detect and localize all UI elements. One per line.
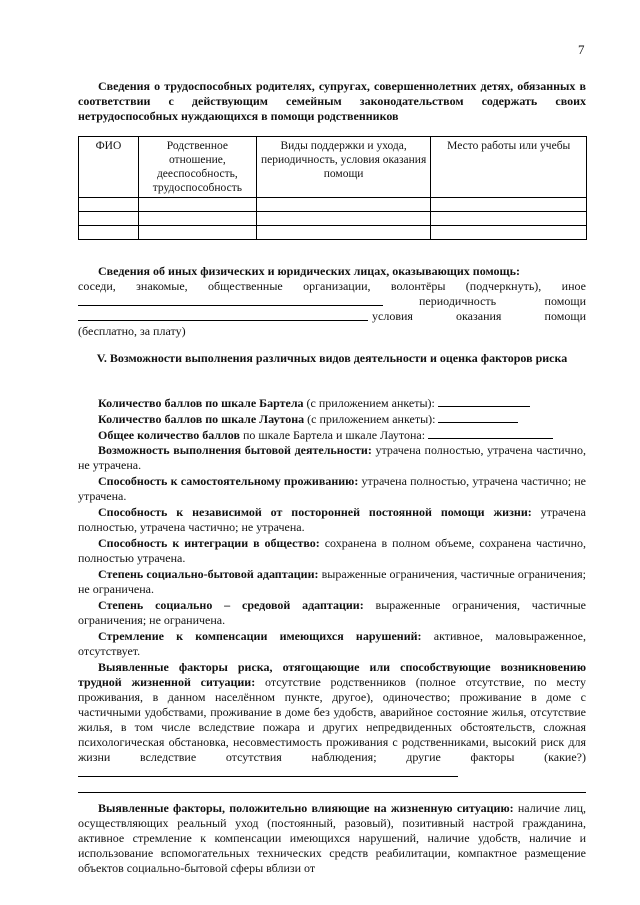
total-note: по шкале Бартела и шкале Лаутона:	[242, 428, 426, 442]
barthel-line	[78, 395, 586, 411]
table-row	[79, 212, 587, 226]
assessment-item	[78, 629, 586, 659]
assessment-label: Способность к независимой от посторонней постоянной помощи жизни:	[98, 505, 532, 519]
assessment-item	[78, 474, 586, 504]
assessment-label: Степень социально – средовой адаптации:	[98, 598, 364, 612]
lawton-label: Количество баллов по шкале Лаутона	[98, 412, 305, 426]
barthel-label: Количество баллов по шкале Бартела	[98, 396, 304, 410]
conditions-line	[78, 309, 586, 324]
assessment-label: Степень социально-бытовой адаптации:	[98, 567, 319, 581]
lawton-line	[78, 411, 586, 427]
table-cell[interactable]	[256, 226, 431, 240]
risk-factors	[78, 660, 586, 781]
other-factors-input[interactable]	[78, 765, 458, 777]
other-factors-line[interactable]	[78, 782, 586, 793]
table-cell[interactable]	[138, 212, 256, 226]
scores-block	[78, 395, 586, 877]
table-row	[79, 226, 587, 240]
other-helpers-types: соседи, знакомые, общественные организации, волонтёры (подчеркнуть), иное	[78, 279, 586, 293]
column-header-relation: Родственное отношение, дееспособность, трудоспособность	[138, 137, 256, 198]
table-cell[interactable]	[138, 198, 256, 212]
assessment-options[interactable]: выраженные ограничения, частичные ограничения; не ограничена.	[78, 567, 586, 596]
table-cell[interactable]	[138, 226, 256, 240]
assessment-label: Возможность выполнения бытовой деятельности:	[98, 443, 372, 457]
table-cell[interactable]	[256, 212, 431, 226]
assessment-options[interactable]: выраженные ограничения, частичные ограничения; не ограничена.	[78, 598, 587, 627]
positive-factors	[78, 801, 586, 876]
table-cell[interactable]	[256, 198, 431, 212]
assessment-label: Способность к интеграции в общество:	[98, 536, 320, 550]
column-header-support: Виды поддержки и ухода, периодичность, условия оказания помощи	[256, 137, 431, 198]
risk-factors-text[interactable]: отсутствие родственников (полное отсутствие, по месту проживания, в данном населённом пункте, другое), одиночество; проживание в доме с частичными удобствами, проживание в доме без удобств, аварийное состояние жилья, отсутствие жилья, в том числе вследствие пожара и других непредвиденных обстоятельств, сложная психологическая обстановка, несовместимость проживания с родственниками, высокий риск для жизни вследствие отсутствия наблюдения; другие факторы (какие?)	[78, 675, 586, 764]
table-cell[interactable]	[79, 212, 139, 226]
lawton-note: (с приложением анкеты):	[307, 412, 436, 426]
barthel-note: (с приложением анкеты):	[306, 396, 435, 410]
assessment-options[interactable]: утрачена полностью, утрачена частично, не утрачена.	[78, 443, 586, 472]
page-number: 7	[578, 42, 585, 57]
relatives-table-header	[79, 137, 587, 198]
total-score-input[interactable]	[428, 427, 553, 439]
periodicity-line	[78, 294, 586, 309]
barthel-score-input[interactable]	[438, 395, 530, 407]
other-helpers-title: Сведения об иных физических и юридических лицах, оказывающих помощь:	[98, 264, 520, 278]
assessment-item	[78, 598, 586, 628]
column-header-workplace: Место работы или учебы	[431, 137, 587, 198]
assessment-options[interactable]: активное, маловыраженное, отсутствует.	[78, 629, 586, 658]
column-header-fio: ФИО	[79, 137, 139, 198]
total-line	[78, 427, 586, 443]
assessment-item	[78, 567, 586, 597]
assessment-label: Стремление к компенсации имеющихся нарушений:	[98, 629, 422, 643]
table-cell[interactable]	[79, 198, 139, 212]
table-row	[79, 198, 587, 212]
total-label: Общее количество баллов	[98, 428, 240, 442]
assessment-options[interactable]: утрачена полностью, утрачена частично; не утрачена.	[78, 505, 586, 534]
relatives-table	[78, 136, 587, 240]
periodicity-label: периодичность помощи	[419, 294, 586, 308]
positive-factors-text[interactable]: наличие лиц, осуществляющих реальный уход (постоянный, разовый), позитивный настрой гражданина, активное стремление к компенсации имеющихся нарушений, наличие удобств, наличие и использование вспомогательных технических средств реабилитации, компактное размещение объектов социально-бытовой сферы вблизи от	[78, 801, 586, 875]
other-helpers-section	[78, 264, 586, 339]
assessment-options[interactable]: утрачена полностью, утрачена частично; не утрачена.	[78, 474, 586, 503]
risk-factors-label: Выявленные факторы риска, отягощающие или способствующие возникновению трудной жизненной ситуации:	[78, 660, 586, 689]
table-cell[interactable]	[431, 212, 587, 226]
assessment-item	[78, 443, 586, 473]
assessment-label: Способность к самостоятельному проживанию:	[98, 474, 359, 488]
assessment-item	[78, 505, 586, 535]
other-helpers-input[interactable]	[78, 294, 383, 306]
positive-factors-label: Выявленные факторы, положительно влияющие на жизненную ситуацию:	[98, 801, 514, 815]
assessment-options[interactable]: сохранена в полном объеме, сохранена частично, полностью утрачена.	[78, 536, 586, 565]
section-5-title: V. Возможности выполнения различных видов деятельности и оценка факторов риска	[96, 351, 568, 365]
lawton-score-input[interactable]	[438, 411, 518, 423]
table-cell[interactable]	[431, 226, 587, 240]
conditions-label: условия оказания помощи	[372, 309, 586, 323]
assessment-item	[78, 536, 586, 566]
payment-note: (бесплатно, за плату)	[78, 324, 186, 338]
relatives-section-title: Сведения о трудоспособных родителях, супругах, совершеннолетних детях, обязанных в соответствии с действующим семейным законодательством содержать своих нетрудоспособных нуждающихся в помощи родственников	[78, 79, 586, 123]
periodicity-input[interactable]	[78, 309, 368, 321]
table-cell[interactable]	[79, 226, 139, 240]
table-cell[interactable]	[431, 198, 587, 212]
